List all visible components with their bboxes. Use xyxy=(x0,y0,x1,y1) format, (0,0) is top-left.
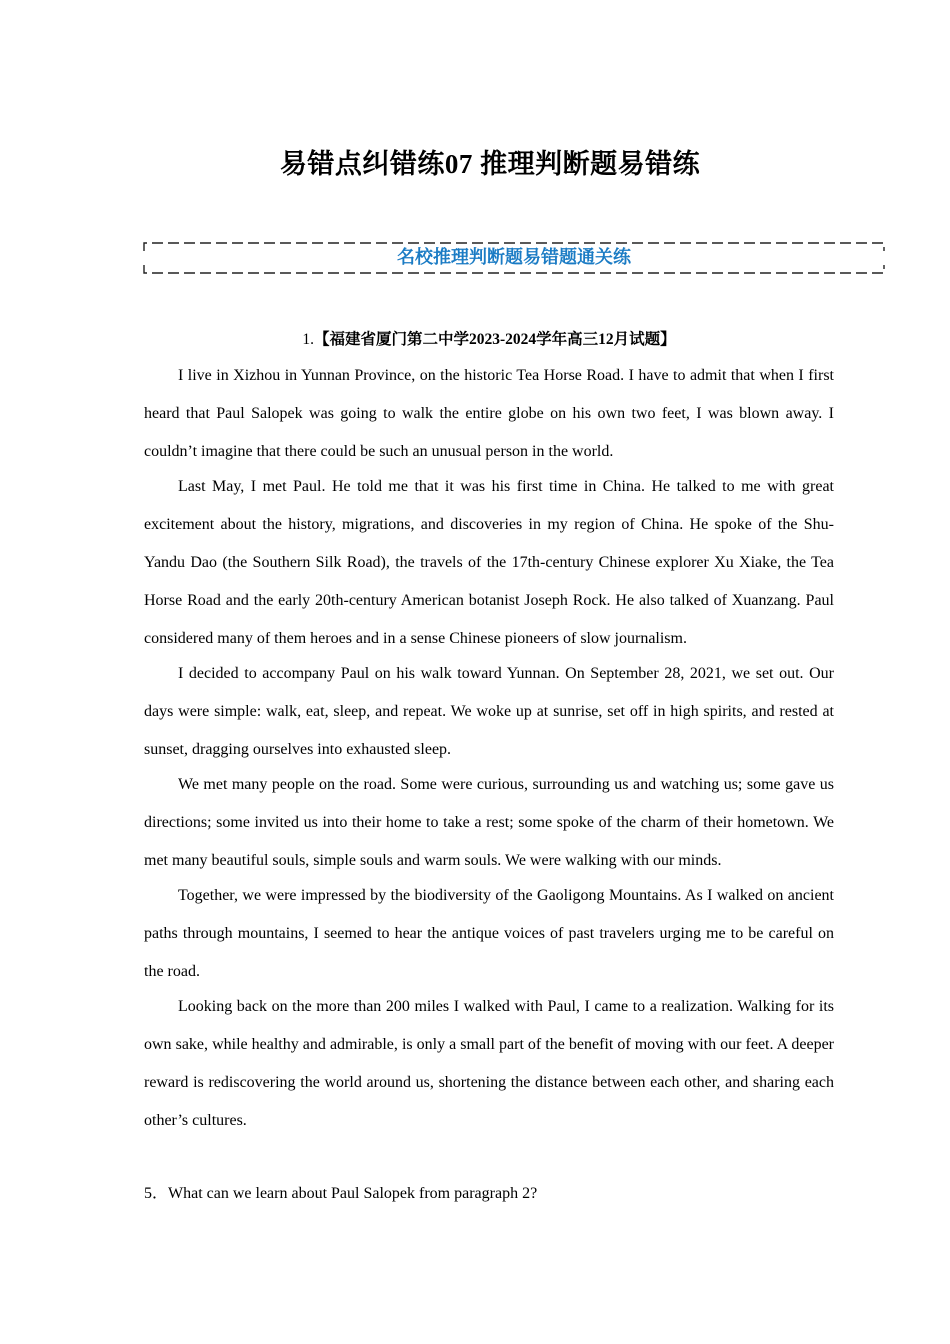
paragraph-3: I decided to accompany Paul on his walk toward Yunnan. On September 28, 2021, we set out. Our days were simple: walk, eat, sleep, and repeat. We woke up at sunrise, set off in high spirits, and rested at sunset, dragging ourselves into exhausted sleep. xyxy=(144,665,834,758)
paragraph-5: Together, we were impressed by the biodiversity of the Gaoligong Mountains. As I walked on ancient paths through mountains, I seemed to hear the antique voices of past travelers urging me to be careful on the road. xyxy=(144,887,834,980)
banner-title: 名校推理判断题易错题通关练 xyxy=(397,247,631,268)
sub-question: 5．What can we learn about Paul Salopek from paragraph 2? xyxy=(144,1185,538,1202)
question-number: 1. xyxy=(302,331,314,348)
question-source: 【福建省厦门第二中学2023-2024学年高三12月试题】 xyxy=(313,331,676,348)
section-banner xyxy=(143,242,885,274)
paragraph-4: We met many people on the road. Some were curious, surrounding us and watching us; some gave us directions; some invited us into their home to take a rest; some spoke of the charm of their hometown. We met many beautiful souls, simple souls and warm souls. We were walking with our minds. xyxy=(144,776,834,869)
paragraph-2: Last May, I met Paul. He told me that it was his first time in China. He talked to me with great excitement about the history, migrations, and discoveries in my region of China. He spoke of the Shu-Yandu Dao (the Southern Silk Road), the travels of the 17th-century Chinese explorer Xu Xiake, the Tea Horse Road and the early 20th-century American botanist Joseph Rock. He also talked of Xuanzang. Paul considered many of them heroes and in a sense Chinese pioneers of slow journalism. xyxy=(144,478,834,647)
reading-passage xyxy=(144,357,834,1137)
page-title: 易错点纠错练07 推理判断题易错练 xyxy=(279,149,701,179)
question-header xyxy=(0,329,950,351)
paragraph-6: Looking back on the more than 200 miles I walked with Paul, I came to a realization. Walking for its own sake, while healthy and admirable, is only a small part of the benefit of moving with our feet. A deeper reward is rediscovering the world around us, shortening the distance between each other, and sharing each other’s cultures. xyxy=(144,998,834,1129)
paragraph-1: I live in Xizhou in Yunnan Province, on the historic Tea Horse Road. I have to admit that when I first heard that Paul Salopek was going to walk the entire globe on his own two feet, I was blown away. I couldn’t imagine that there could be such an unusual person in the world. xyxy=(144,367,834,460)
